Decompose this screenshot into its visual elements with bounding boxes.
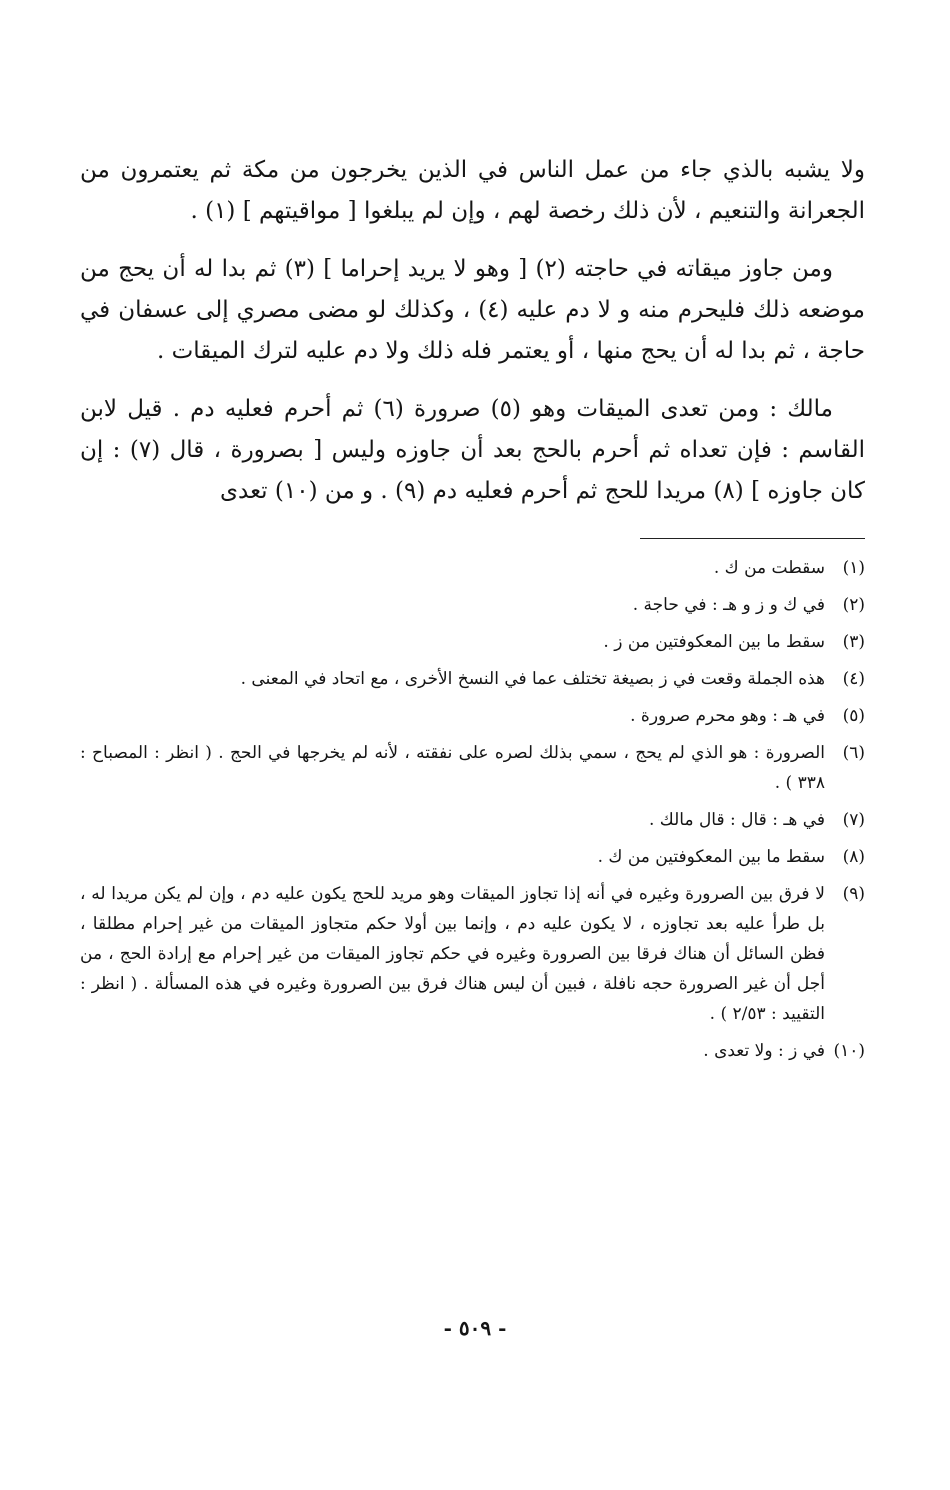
footnote-text: سقطت من ك . <box>713 558 825 578</box>
paragraph-3: مالك : ومن تعدى الميقات وهو (٥) صرورة (٦) ثم أحرم فعليه دم . قيل لابن القاسم : فإن تعداه ثم أحرم بالحج بعد أن جاوزه وليس [ بصرورة ، قال (٧) : إن كان جاوزه ] (٨) مريدا للحج ثم أحرم فعليه دم (٩) . و من (١٠) تعدى <box>80 396 866 504</box>
footnote-text: في ك و ز و هـ : في حاجة . <box>632 595 825 615</box>
footnote-item <box>80 738 865 798</box>
footnote-text: سقط ما بين المعكوفتين من ك . <box>597 847 825 867</box>
footnote-item <box>80 590 865 620</box>
footnote-number: (٧) <box>842 810 865 830</box>
footnote-number: (٦) <box>842 743 865 763</box>
main-text <box>80 150 865 512</box>
footnote-text: في هـ : وهو محرم صرورة . <box>630 706 825 726</box>
footnote-text: سقط ما بين المعكوفتين من ز . <box>603 632 825 652</box>
paragraph-2: ومن جاوز ميقاته في حاجته (٢) [ وهو لا يريد إحراما ] (٣) ثم بدا له أن يحج من موضعه ذلك فليحرم منه و لا دم عليه (٤) ، وكذلك لو مضى مصري إلى عسفان في حاجة ، ثم بدا له أن يحج منها ، أو يعتمر فله ذلك ولا دم عليه لترك الميقات . <box>80 256 865 364</box>
page-content <box>80 150 865 1073</box>
footnote-item <box>80 664 865 694</box>
footnote-text: الصرورة : هو الذي لم يحج ، سمي بذلك لصره على نفقته ، لأنه لم يخرجها في الحج . ( انظر : المصباح : ٣٣٨ ) . <box>80 743 825 793</box>
footnote-item <box>80 805 865 835</box>
footnote-number: (٥) <box>842 706 865 726</box>
page-number: - ٥٠٩ - <box>443 1316 507 1340</box>
footnote-item <box>80 842 865 872</box>
footnotes-list <box>80 553 865 1066</box>
footnote-number: (١) <box>842 558 865 578</box>
footnote-item <box>80 879 865 1029</box>
footnote-text: في ز : ولا تعدى . <box>703 1041 825 1061</box>
footnote-number: (٩) <box>842 884 865 904</box>
footnote-number: (٨) <box>842 847 865 867</box>
footnote-text: في هـ : قال : قال مالك . <box>648 810 825 830</box>
footnote-item <box>80 701 865 731</box>
footnote-item <box>80 553 865 583</box>
footnote-text: هذه الجملة وقعت في ز بصيغة تختلف عما في النسخ الأخرى ، مع اتحاد في المعنى . <box>240 669 825 689</box>
footnote-item <box>80 627 865 657</box>
footnote-text: لا فرق بين الصرورة وغيره في أنه إذا تجاوز الميقات وهو مريد للحج يكون عليه دم ، وإن لم يكن مريدا له ، بل طرأ عليه بعد تجاوزه ، لا يكون عليه دم ، وإنما بين أولا حكم متجاوز الميقات من غير إحرام مطلقا ، فظن السائل أن هناك فرقا بين الصرورة وغيره في حكم تجاوز الميقات من غير إحرام مع إرادة الحج ، من أجل أن غير الصرورة حجه نافلة ، فبين أن ليس هناك فرق بين الصرورة وغيره في هذه المسألة . ( انظر : التقييد : ٢/٥٣ ) . <box>80 884 825 1024</box>
footnote-divider <box>640 538 865 539</box>
footnote-number: (٢) <box>842 595 865 615</box>
paragraph-1: ولا يشبه بالذي جاء من عمل الناس في الذين يخرجون من مكة ثم يعتمرون من الجعرانة والتنعيم ، لأن ذلك رخصة لهم ، وإن لم يبلغوا [ مواقيتهم ] (١) . <box>80 157 865 224</box>
footnote-number: (٤) <box>842 669 865 689</box>
footnote-item <box>80 1036 865 1066</box>
footnote-number: (٣) <box>842 632 865 652</box>
footnote-number: (١٠) <box>833 1041 865 1061</box>
